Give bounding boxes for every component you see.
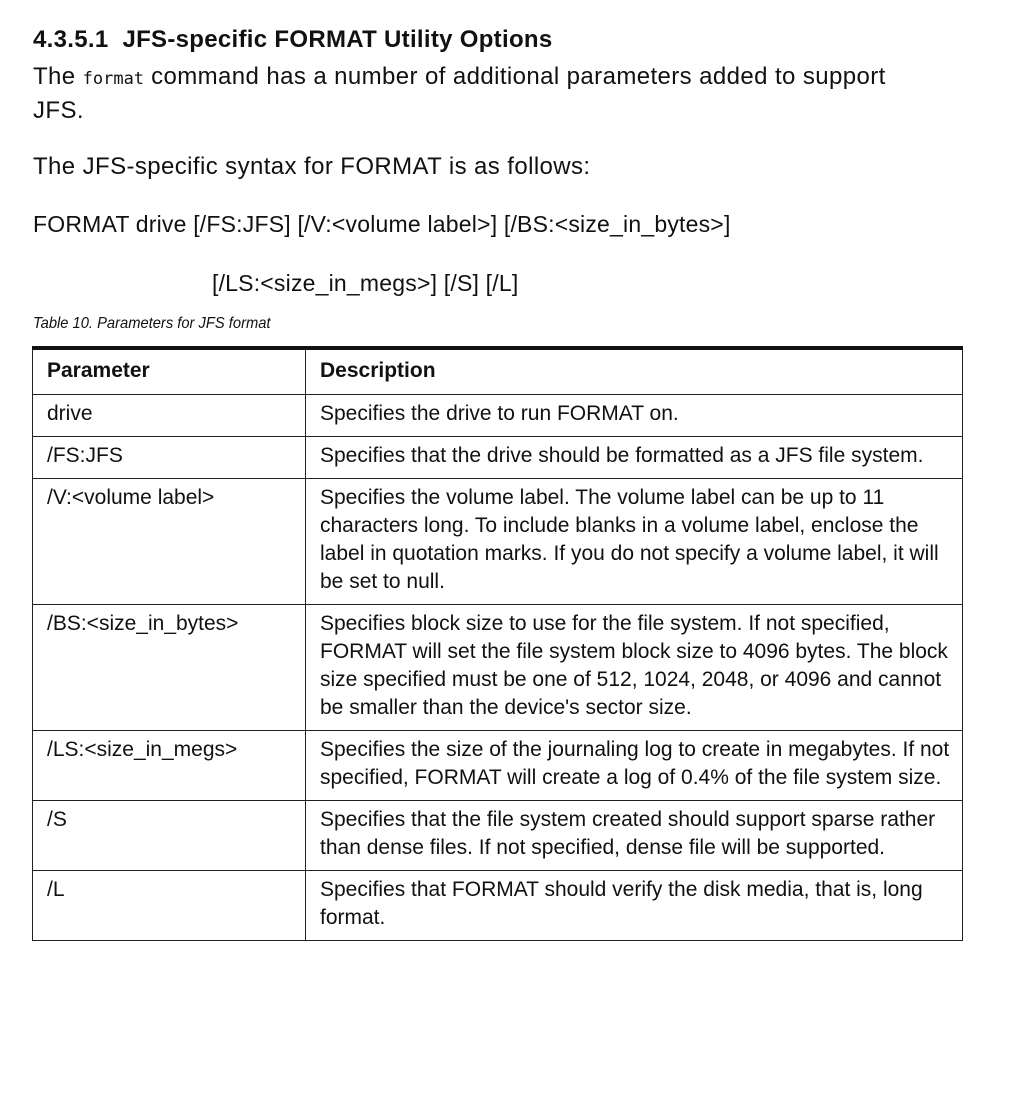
description-cell: Specifies the volume label. The volume label can be up to 11 characters long. To include blanks in a volume label, enclose the label in quotation marks. If you do not specify a volume label, it will be set to null. — [306, 479, 963, 605]
description-cell: Specifies that FORMAT should verify the disk media, that is, long format. — [306, 871, 963, 941]
table-caption: Table 10. Parameters for JFS format — [33, 315, 271, 332]
table-row — [33, 801, 963, 871]
table-row — [33, 731, 963, 801]
section-heading — [33, 26, 553, 54]
parameters-table — [32, 346, 963, 941]
column-header-description: Description — [306, 348, 963, 395]
column-header-parameter: Parameter — [33, 348, 306, 395]
intro-text-end: command has a number of additional parameters added to support JFS. — [33, 63, 886, 124]
table-header-row — [33, 348, 963, 395]
parameter-cell: /FS:JFS — [33, 437, 306, 479]
description-cell: Specifies the drive to run FORMAT on. — [306, 395, 963, 437]
intro-text-start: The — [33, 63, 83, 90]
table-row — [33, 395, 963, 437]
description-cell: Specifies that the file system created should support sparse rather than dense files. If not specified, dense file will be supported. — [306, 801, 963, 871]
syntax-intro: The JFS-specific syntax for FORMAT is as follows: — [33, 153, 591, 180]
section-number: 4.3.5.1 — [33, 26, 109, 53]
format-command-code: format — [82, 69, 145, 89]
table-row — [33, 437, 963, 479]
parameter-cell: /S — [33, 801, 306, 871]
syntax-line-1: FORMAT drive [/FS:JFS] [/V:<volume label>] [/BS:<size_in_bytes>] — [33, 211, 731, 237]
parameter-cell: /BS:<size_in_bytes> — [33, 605, 306, 731]
description-cell: Specifies that the drive should be formatted as a JFS file system. — [306, 437, 963, 479]
table-row — [33, 871, 963, 941]
description-cell: Specifies block size to use for the file system. If not specified, FORMAT will set the file system block size to 4096 bytes. The block size specified must be one of 512, 1024, 2048, or 4096 and cannot be smaller than the device's sector size. — [306, 605, 963, 731]
section-title: JFS-specific FORMAT Utility Options — [122, 26, 553, 53]
table-row — [33, 605, 963, 731]
syntax-line-2: [/LS:<size_in_megs>] [/S] [/L] — [212, 270, 519, 296]
intro-paragraph — [33, 61, 933, 127]
parameter-cell: drive — [33, 395, 306, 437]
description-cell: Specifies the size of the journaling log to create in megabytes. If not specified, FORMAT will create a log of 0.4% of the file system size. — [306, 731, 963, 801]
parameter-cell: /L — [33, 871, 306, 941]
table-row — [33, 479, 963, 605]
parameter-cell: /LS:<size_in_megs> — [33, 731, 306, 801]
parameter-cell: /V:<volume label> — [33, 479, 306, 605]
